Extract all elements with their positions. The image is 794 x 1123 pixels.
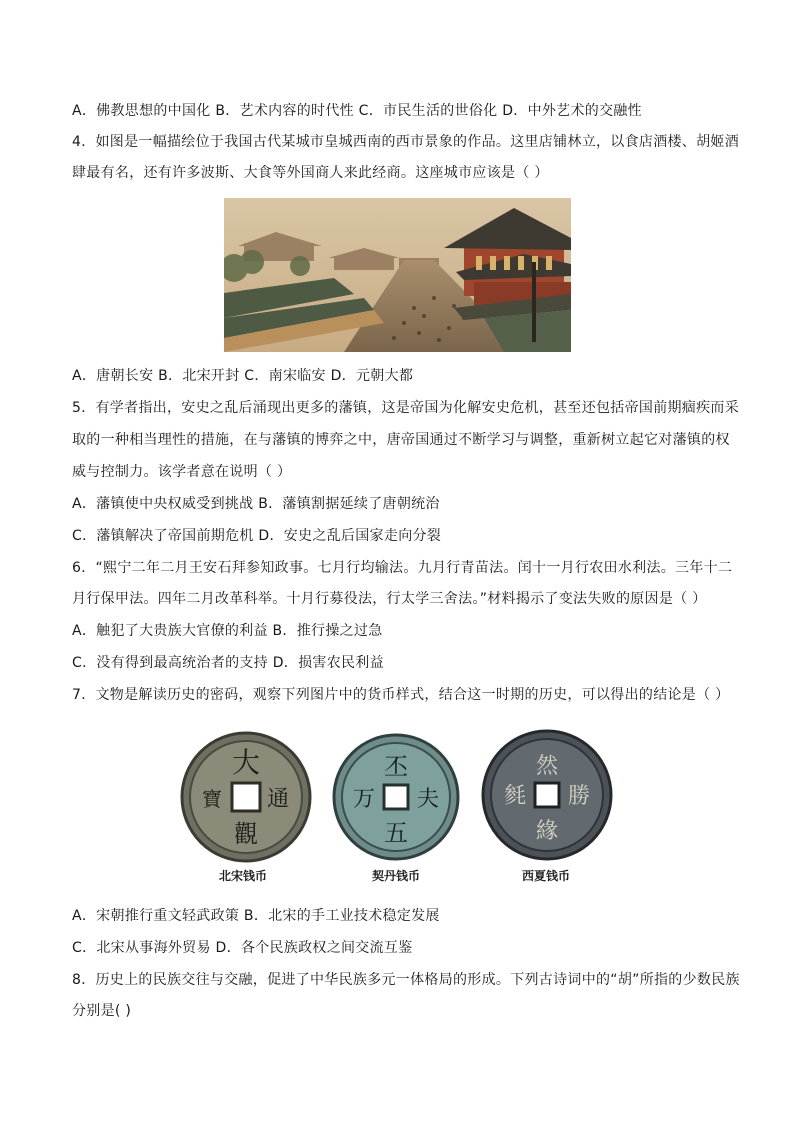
q3-options: A．佛教思想的中国化 B．艺术内容的时代性 C．市民生活的世俗化 D．中外艺术的交融性 [72,103,642,119]
q6-stem-line2: 月行保甲法。四年二月改革科举。十月行募役法，行太学三舍法。”材料揭示了变法失败的原因是（ ） [72,591,707,607]
q7-options-line2: C．北宋从事海外贸易 D．各个民族政权之间交流互鉴 [72,940,413,956]
q6-options-line2: C．没有得到最高统治者的支持 D．损害农民利益 [72,655,384,671]
q5-stem-line3: 威与控制力。该学者意在说明（ ） [72,464,292,480]
northern-song-coin [178,730,314,864]
coin3-char-right: 勝 [567,784,591,809]
ancient-market-painting [224,198,571,352]
coin1-char-top: 大 [231,746,261,779]
q7-options-line1: A．宋朝推行重文轻武政策 B．北宋的手工业技术稳定发展 [72,908,440,924]
western-xia-coin [480,728,614,862]
coin1-char-bottom: 觀 [234,820,258,848]
coin3-char-top: 然 [535,754,559,779]
q5-options-line1: A．藩镇使中央权威受到挑战 B．藩镇割据延续了唐朝统治 [72,496,440,512]
q5-stem-line1: 5．有学者指出，安史之乱后涌现出更多的藩镇，这是帝国为化解安史危机，甚至还包括帝国前期痼疾而采 [72,400,740,416]
coin3-caption: 西夏钱币 [522,869,571,883]
q8-stem-line2: 分别是( ) [72,1003,132,1019]
q7-stem: 7．文物是解读历史的密码，观察下列图片中的货币样式，结合这一时期的历史，可以得出的结论是（ ） [72,687,730,703]
coin2-char-top: 丕 [384,753,408,781]
q5-options-line2: C．藩镇解决了帝国前期危机 D．安史之乱后国家走向分裂 [72,528,442,544]
coin1-char-left: 寶 [202,787,222,811]
q6-options-line1: A．触犯了大贵族大官僚的利益 B．推行操之过急 [72,623,383,639]
q6-stem-line1: 6．“熙宁二年二月王安石拜参知政事。七月行均输法。九月行青苗法。闰十一月行农田水利法。三年十二 [72,560,733,576]
khitan-coin [328,733,464,861]
q4-stem-line1: 4．如图是一幅描绘位于我国古代某城市皇城西南的西市景象的作品。这里店铺林立，以食店酒楼、胡姬酒 [72,134,740,150]
q4-stem-line2: 肆最有名，还有许多波斯、大食等外国商人来此经商。这座城市应该是（ ） [72,165,549,181]
coin2-char-left: 万 [352,787,376,812]
coin3-char-bottom: 緣 [535,819,559,844]
q8-stem-line1: 8．历史上的民族交往与交融，促进了中华民族多元一体格局的形成。下列古诗词中的“胡”所指的少数民族 [72,972,740,988]
coin1-caption: 北宋钱币 [219,869,268,883]
q4-options: A．唐朝长安 B．北宋开封 C．南宋临安 D．元朝大都 [72,368,414,384]
coin2-char-bottom: 五 [384,819,408,847]
coin2-char-right: 夫 [416,787,440,812]
coin2-caption: 契丹钱币 [372,869,421,883]
q5-stem-line2: 取的一种相当理性的措施，在与藩镇的博弈之中，唐帝国通过不断学习与调整，重新树立起它对藩镇的权 [72,432,730,448]
coin3-char-left: 毵 [503,784,527,809]
coin1-char-right: 通 [266,787,290,812]
